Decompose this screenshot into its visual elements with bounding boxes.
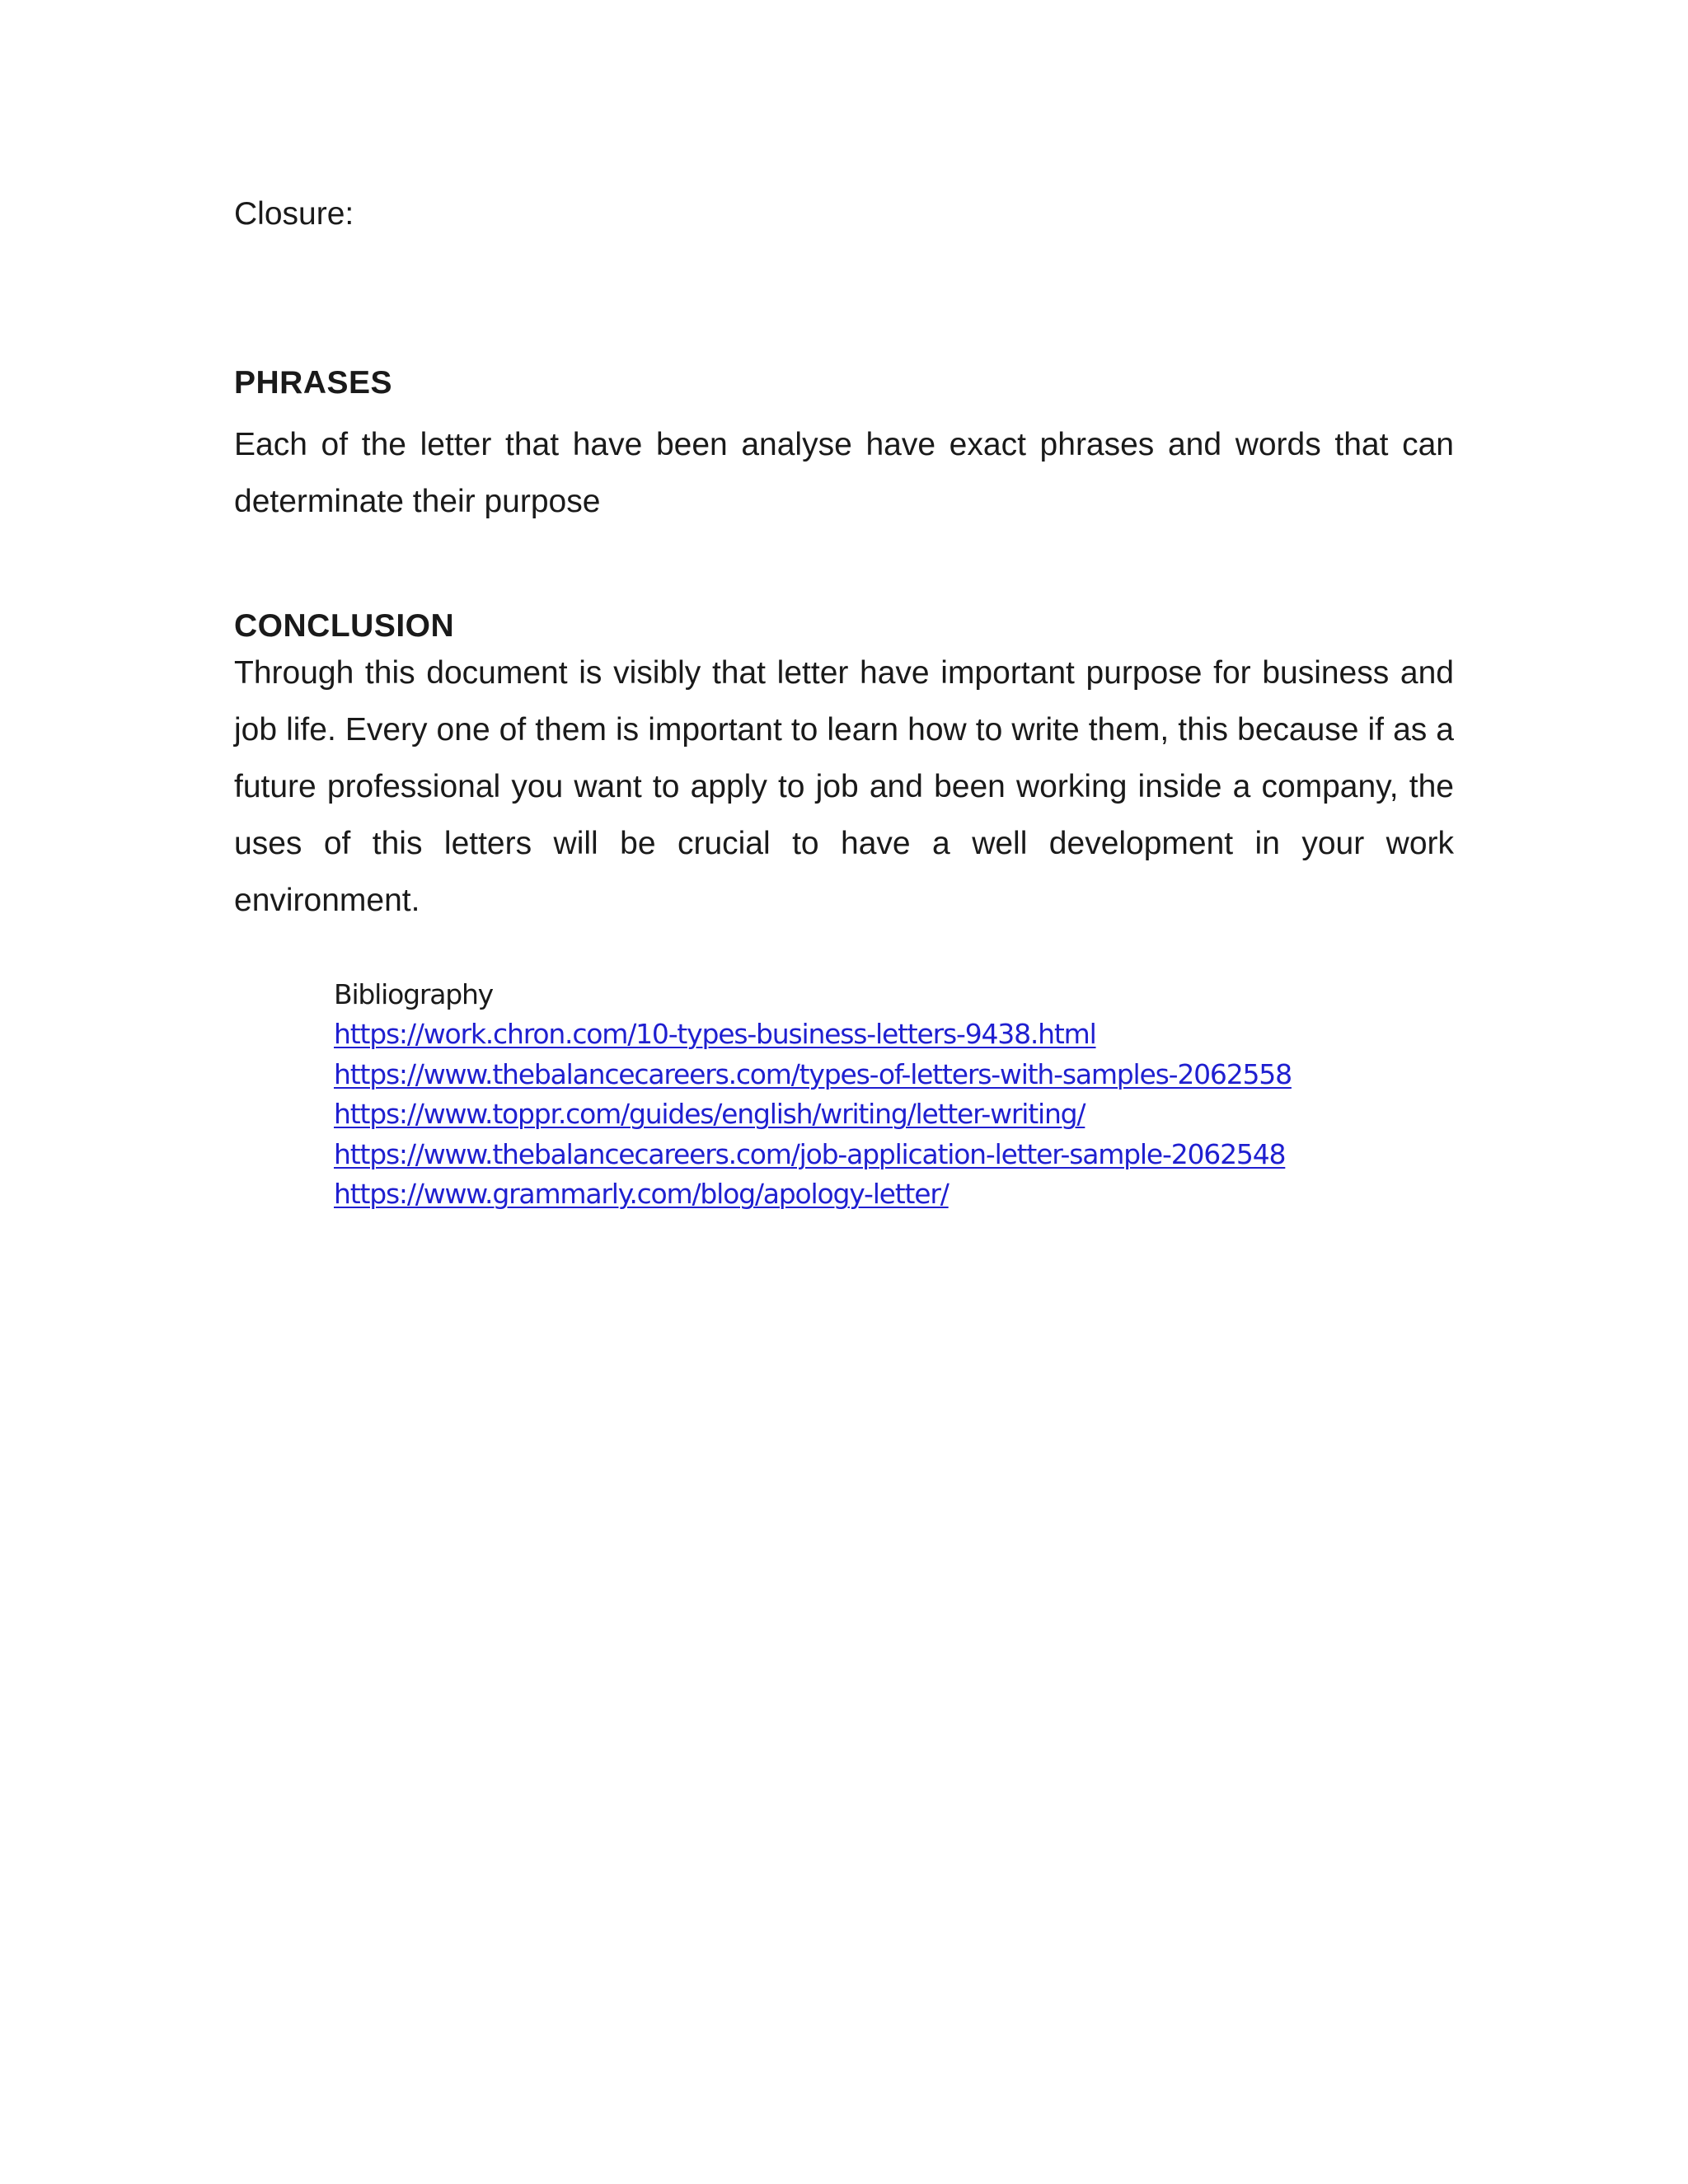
conclusion-heading: CONCLUSION (234, 608, 455, 644)
closure-label: Closure: (234, 196, 354, 232)
bibliography-item (334, 1135, 1292, 1175)
bibliography-section (334, 975, 1292, 1215)
bibliography-item (334, 1055, 1292, 1095)
bibliography-title: Bibliography (334, 978, 494, 1010)
bibliography-link-grammarly[interactable]: https://www.grammarly.com/blog/apology-letter/ (334, 1178, 949, 1210)
phrases-heading: PHRASES (234, 365, 393, 401)
bibliography-list (334, 1015, 1292, 1215)
bibliography-item (334, 1015, 1292, 1055)
bibliography-item (334, 1094, 1292, 1135)
conclusion-paragraph: Through this document is visibly that letter have important purpose for business and job life. Every one of them is important to learn how to write them, this because if as a future professional you want to apply to job and been working inside a company, the uses of this letters will be crucial to have a well development in your work environment. (234, 655, 1454, 918)
bibliography-link-chron[interactable]: https://work.chron.com/10-types-business-letters-9438.html (334, 1018, 1096, 1050)
bibliography-link-balancecareers-types[interactable]: https://www.thebalancecareers.com/types-of-letters-with-samples-2062558 (334, 1057, 1292, 1090)
phrases-paragraph: Each of the letter that have been analyse have exact phrases and words that can determinate their purpose (234, 427, 1454, 519)
bibliography-item (334, 1174, 1292, 1215)
bibliography-link-balancecareers-job[interactable]: https://www.thebalancecareers.com/job-application-letter-sample-2062548 (334, 1137, 1286, 1170)
bibliography-link-toppr[interactable]: https://www.toppr.com/guides/english/writing/letter-writing/ (334, 1098, 1085, 1130)
